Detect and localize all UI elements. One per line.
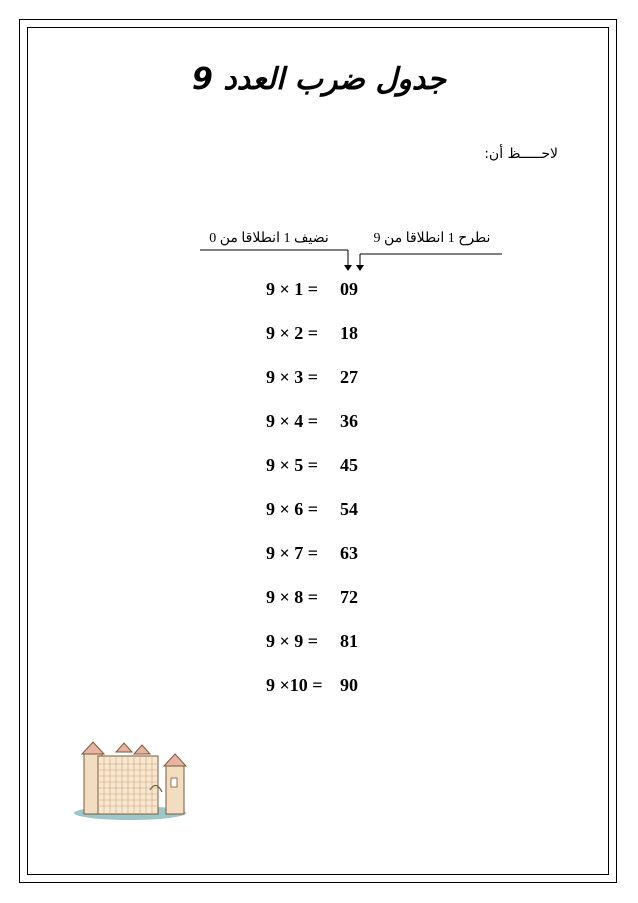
table-row [266,279,386,323]
row-result: 09 [340,279,358,299]
row-expression: 9 × 1 = [266,279,319,299]
right-arrow-head [356,265,364,271]
table-row [266,499,386,543]
row-expression: 9 × 3 = [266,367,319,387]
table-row [266,631,386,675]
note-label: لاحـــــظ أن: [484,146,558,162]
table-row [266,543,386,587]
table-row [266,455,386,499]
page-title: جدول ضرب العدد 9 [191,62,447,97]
row-result: 72 [340,587,358,607]
castle-illustration [72,740,192,822]
row-expression: 9 × 7 = [266,543,319,563]
row-result: 45 [340,455,358,475]
row-result: 81 [340,631,358,651]
row-expression: 9 × 2 = [266,323,319,343]
table-row [266,323,386,367]
table-row [266,367,386,411]
row-result: 63 [340,543,358,563]
row-result: 27 [340,367,358,387]
table-row [266,411,386,455]
row-result: 36 [340,411,358,431]
row-result: 90 [340,675,358,695]
row-result: 18 [340,323,358,343]
row-result: 54 [340,499,358,519]
hint-add-ones: نضيف 1 انطلاقا من 0 [209,231,329,246]
row-expression: 9 × 5 = [266,455,319,475]
row-expression: 9 × 8 = [266,587,319,607]
row-expression: 9 × 4 = [266,411,319,431]
row-expression: 9 ×10 = [266,675,323,695]
table-row [266,587,386,631]
row-expression: 9 × 6 = [266,499,319,519]
table-row [266,675,386,719]
annotation-arrows [196,244,506,274]
hint-subtract-tens: نطرح 1 انطلاقا من 9 [373,231,491,246]
multiplication-table [266,279,386,719]
left-arrow-head [344,265,352,271]
row-expression: 9 × 9 = [266,631,319,651]
